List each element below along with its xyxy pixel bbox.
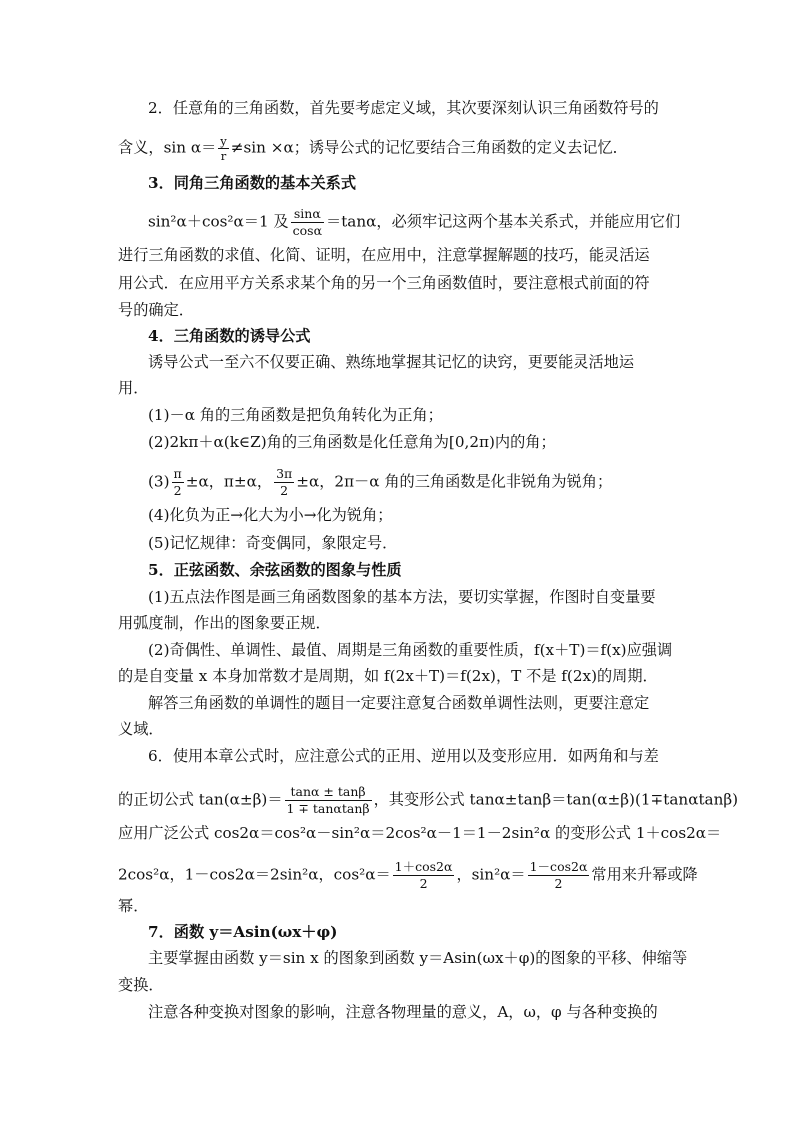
section-heading-5: 5．正弦函数、余弦函数的图象与性质 [148, 561, 402, 579]
para-7-line-3: 注意各种变换对图象的影响，注意各物理量的意义，A，ω，φ 与各种变换的 [148, 1003, 658, 1021]
para-5-line-4: 的是自变量 x 本身加常数才是周期，如 f(2x＋T)＝f(2x)，T 不是 f(2x)的周期． [118, 667, 658, 685]
text-span: ＝tanα，必须牢记这两个基本关系式，并能应用它们 [326, 212, 681, 231]
para-6-line-3: 应用广泛公式 cos2α＝cos²α－sin²α＝2cos²α－1＝1－2sin²α 的变形公式 1＋cos2α＝ [118, 824, 722, 842]
para-5-line-3: (2)奇偶性、单调性、最值、周期是三角函数的重要性质，f(x＋T)＝f(x)应强调 [148, 641, 673, 659]
text-span: 含义，sin α＝ [118, 138, 217, 157]
text-span: ±α，π±α， [185, 472, 273, 491]
fraction-tan-sum [285, 784, 372, 817]
fraction-denominator: cosα [292, 223, 323, 238]
text-span: (3) [148, 472, 170, 491]
fraction-cos-sq [393, 859, 455, 892]
para-5-line-1: (1)五点法作图是画三角函数图象的基本方法，要切实掌握，作图时自变量要 [148, 588, 656, 606]
fraction-pi-over-2 [172, 466, 184, 499]
para-3-line-2: 进行三角函数的求值、化简、证明，在应用中，注意掌握解题的技巧，能灵活运 [118, 246, 650, 264]
para-5-line-6: 义域． [118, 720, 164, 738]
fraction-numerator: 1＋cos2α [394, 859, 453, 874]
fraction-numerator: π [173, 466, 182, 481]
para-4-item-1: (1)－α 角的三角函数是把负角转化为正角； [148, 406, 443, 424]
para-5-line-2: 用弧度制，作出的图象要正规． [118, 614, 331, 632]
text-span: ±α，2π－α 角的三角函数是化非锐角为锐角； [296, 472, 613, 491]
text-span: 的正切公式 tan(α±β)＝ [118, 790, 283, 809]
section-heading-3: 3．同角三角函数的基本关系式 [148, 174, 357, 192]
para-4-item-5: (5)记忆规律：奇变偶同，象限定号． [148, 534, 398, 552]
para-3-line-4: 号的确定． [118, 301, 194, 319]
text-span: sin²α＋cos²α＝1 及 [148, 212, 289, 231]
para-3-line-1 [148, 206, 681, 239]
fraction-numerator: 1－cos2α [529, 859, 588, 874]
fraction-denominator: 2 [419, 876, 428, 891]
fraction-denominator: r [220, 149, 227, 163]
para-4-line-2: 用． [118, 379, 149, 397]
fraction-denominator: 2 [554, 876, 563, 891]
fraction-numerator: 3π [276, 466, 293, 481]
para-4-item-4: (4)化负为正→化大为小→化为锐角； [148, 506, 393, 524]
fraction-numerator: sinα [291, 206, 324, 223]
fraction-sin-sq [528, 859, 590, 892]
fraction-denominator: 2 [280, 483, 289, 498]
para-6-line-1: 6．使用本章公式时，应注意公式的正用、逆用以及变形应用．如两角和与差 [148, 747, 659, 765]
fraction-denominator: 2 [173, 483, 182, 498]
para-2-line-1: 2．任意角的三角函数，首先要考虑定义域，其次要深刻认识三角函数符号的 [148, 99, 659, 117]
text-span: ≠sin ×α；诱导公式的记忆要结合三角函数的定义去记忆． [230, 138, 628, 157]
para-3-line-3: 用公式．在应用平方关系求某个角的另一个三角函数值时，要注意根式前面的符 [118, 274, 650, 292]
para-4-item-3 [148, 466, 678, 499]
fraction-3pi-over-2 [274, 466, 294, 499]
text-span: 2cos²α，1－cos2α＝2sin²α，cos²α＝ [118, 865, 391, 884]
section-heading-7: 7．函数 y＝Asin(ωx＋φ) [148, 923, 338, 941]
fraction-sin-over-cos [291, 206, 324, 239]
para-6-line-2 [118, 784, 739, 817]
para-7-line-1: 主要掌握由函数 y＝sin x 的图象到函数 y＝Asin(ωx＋φ)的图象的平移、伸缩等 [148, 949, 688, 967]
text-span: 常用来升幂或降 [591, 865, 698, 884]
fraction-denominator: 1 ∓ tanαtanβ [286, 801, 370, 816]
fraction-y-over-r [218, 134, 229, 163]
para-4-item-2: (2)2kπ＋α(k∈Z)角的三角函数是化任意角为[0,2π)内的角； [148, 433, 556, 451]
fraction-numerator: tanα ± tanβ [285, 784, 372, 801]
text-span: ，其变形公式 tanα±tanβ＝tan(α±β)(1∓tanαtanβ) [373, 790, 739, 809]
para-6-line-5: 幂． [118, 897, 149, 915]
para-7-line-2: 变换． [118, 976, 164, 994]
text-span: ，sin²α＝ [456, 865, 526, 884]
para-4-line-1: 诱导公式一至六不仅要正确、熟练地掌握其记忆的诀窍，更要能灵活地运 [148, 353, 634, 371]
section-heading-4: 4．三角函数的诱导公式 [148, 327, 311, 345]
para-6-line-4 [118, 859, 698, 892]
para-5-line-5: 解答三角函数的单调性的题目一定要注意复合函数单调性法则，更要注意定 [148, 694, 650, 712]
para-2-line-2 [118, 134, 678, 163]
fraction-numerator: y [220, 134, 227, 148]
